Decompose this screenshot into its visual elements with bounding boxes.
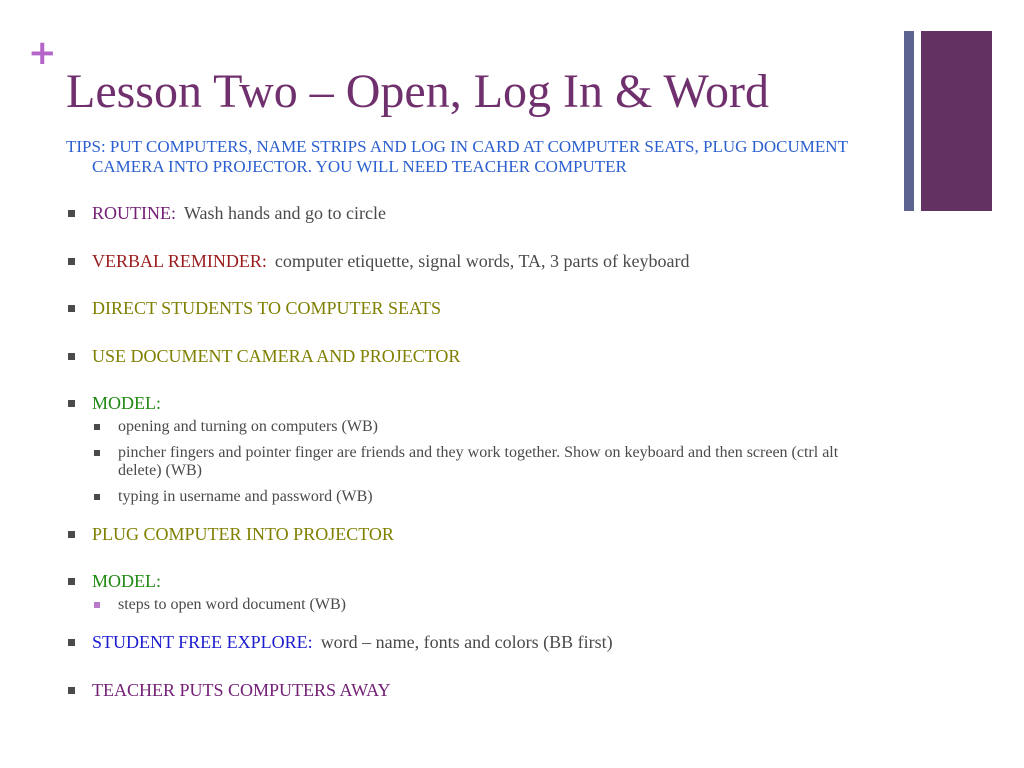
sub-list [92, 418, 866, 506]
sub-bullet-icon [94, 602, 100, 608]
bullet-verbal-reminder [66, 248, 866, 274]
bullet-label: DIRECT STUDENTS TO COMPUTER SEATS [92, 298, 442, 318]
bullet-label: ROUTINE: [92, 203, 176, 223]
sub-bullet-icon [94, 450, 100, 456]
decorative-thick-bar [921, 31, 992, 211]
tips-text: TIPS: PUT COMPUTERS, NAME STRIPS AND LOG IN CARD AT COMPUTER SEATS, PLUG DOCUMENT CAMERA INTO PROJECTOR. YOU WILL NEED TEACHER COMPUTER [66, 137, 848, 176]
decorative-thin-bar [904, 31, 914, 211]
bullet-text: computer etiquette, signal words, TA, 3 parts of keyboard [274, 251, 690, 271]
sub-list [92, 596, 866, 614]
sub-item-text: pincher fingers and pointer finger are friends and they work together. Show on keyboard and then screen (ctrl alt delete) (WB) [118, 444, 839, 479]
bullet-list [66, 200, 866, 703]
slide-title: Lesson Two – Open, Log In & Word [66, 65, 769, 118]
bullet-routine [66, 200, 866, 226]
bullet-text: word – name, fonts and colors (BB first) [320, 632, 613, 652]
bullet-text: Wash hands and go to circle [184, 203, 386, 223]
bullet-plug-computer [66, 521, 866, 547]
bullet-model-login [66, 390, 866, 506]
bullet-label: STUDENT FREE EXPLORE: [92, 632, 313, 652]
bullet-document-camera [66, 343, 866, 369]
bullet-model-word [66, 568, 866, 614]
bullet-square-icon [68, 258, 75, 265]
bullet-square-icon [68, 639, 75, 646]
sub-item-text: typing in username and password (WB) [118, 488, 373, 505]
sub-item-text: steps to open word document (WB) [118, 596, 346, 613]
bullet-label: MODEL: [92, 571, 161, 591]
sub-item [92, 596, 866, 614]
bullet-label: MODEL: [92, 393, 161, 413]
sub-item [92, 444, 866, 480]
bullet-square-icon [68, 353, 75, 360]
plus-icon: + [28, 33, 57, 73]
bullet-square-icon [68, 305, 75, 312]
bullet-label: VERBAL REMINDER: [92, 251, 267, 271]
sub-item-text: opening and turning on computers (WB) [118, 418, 378, 435]
bullet-square-icon [68, 687, 75, 694]
sub-item [92, 418, 866, 436]
bullet-computers-away [66, 677, 866, 703]
sub-bullet-icon [94, 494, 100, 500]
bullet-label: PLUG COMPUTER INTO PROJECTOR [92, 524, 394, 544]
bullet-square-icon [68, 400, 75, 407]
sub-bullet-icon [94, 424, 100, 430]
bullet-direct-students [66, 295, 866, 321]
bullet-label: USE DOCUMENT CAMERA AND PROJECTOR [92, 346, 461, 366]
bullet-square-icon [68, 210, 75, 217]
bullet-square-icon [68, 531, 75, 538]
bullet-free-explore [66, 629, 866, 655]
bullet-label: TEACHER PUTS COMPUTERS AWAY [92, 680, 391, 700]
sub-item [92, 488, 866, 506]
bullet-square-icon [68, 578, 75, 585]
